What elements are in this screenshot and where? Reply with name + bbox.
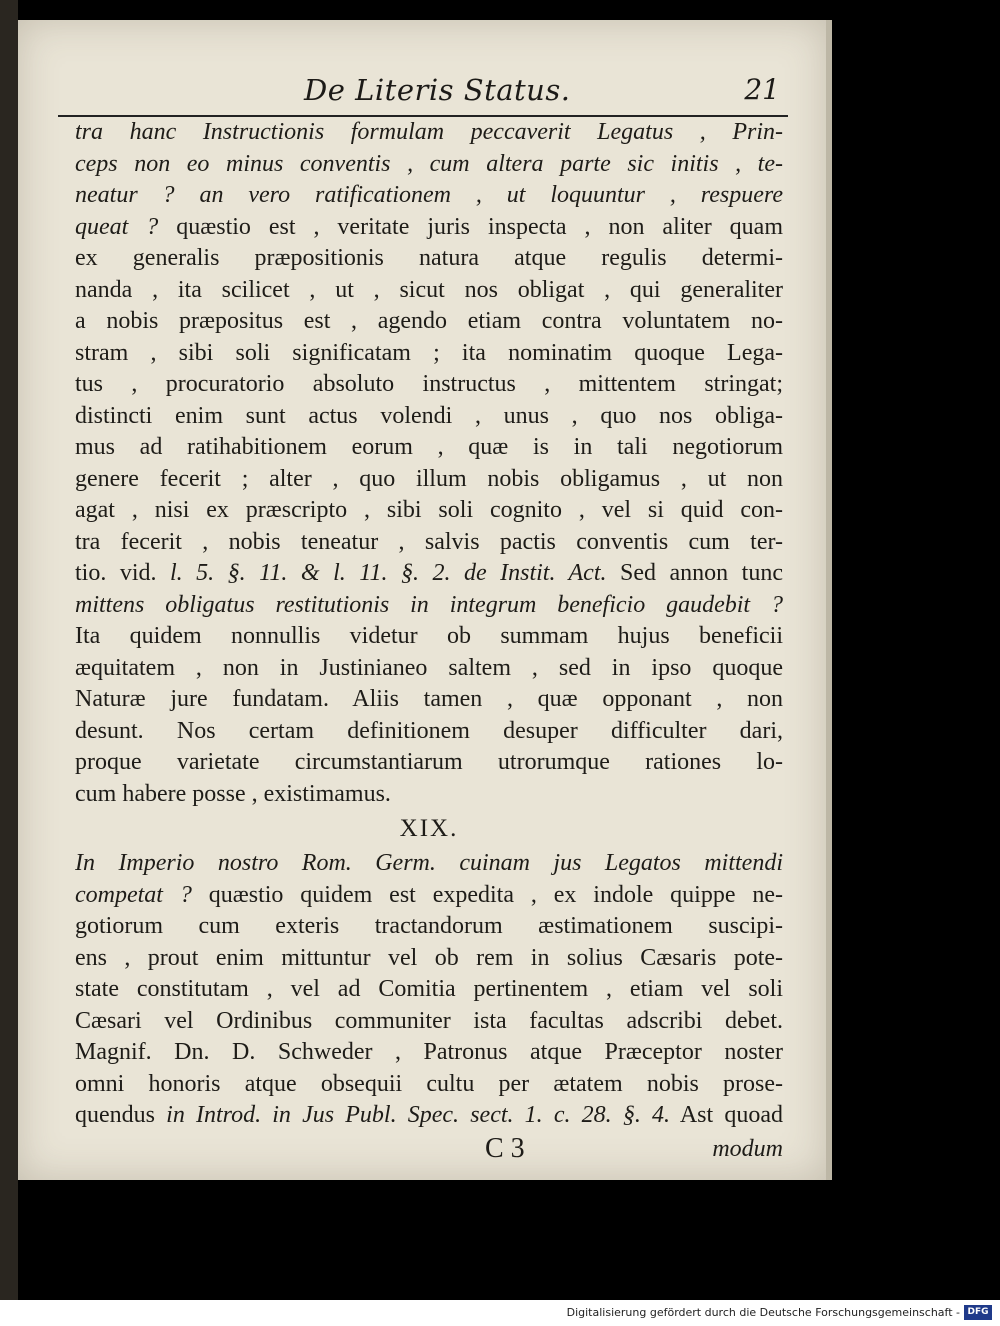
text-line — [75, 716, 783, 748]
text-line — [75, 653, 783, 685]
text-line — [75, 911, 783, 943]
text-line — [75, 747, 783, 779]
roman-text: genere fecerit ; alter , quo illum nobis obligamus , ut non — [75, 465, 783, 492]
roman-text: Ita quidem nonnullis videtur ob summam hujus beneficii — [75, 623, 783, 649]
page-header — [58, 55, 788, 117]
roman-text: state constitutam , vel ad Comitia pertinentem , etiam vel soli — [75, 976, 783, 1002]
roman-text: quendus — [75, 1102, 167, 1128]
page-number: 21 — [744, 73, 780, 106]
text-line — [75, 464, 783, 496]
text-line — [75, 212, 783, 244]
roman-text: tra fecerit , nobis teneatur , salvis pactis conventis cum ter- — [75, 528, 783, 555]
signature-mark: C 3 — [485, 1132, 525, 1164]
italic-text: mittens obligatus restitutionis in integrum beneficio gaudebit ? — [75, 591, 783, 618]
text-line — [75, 401, 783, 433]
roman-text: Naturæ jure fundatam. Aliis tamen , quæ opponant , non — [75, 686, 783, 712]
text-line — [75, 306, 783, 338]
text-line — [75, 779, 783, 811]
dfg-logo: DFG — [964, 1305, 992, 1320]
roman-text: Ast quoad — [669, 1102, 783, 1128]
text-line — [75, 974, 783, 1006]
text-line — [75, 1100, 783, 1132]
italic-text: competat ? — [75, 881, 192, 908]
italic-text: queat ? — [75, 213, 159, 240]
text-line — [75, 880, 783, 912]
text-line — [75, 1069, 783, 1101]
digitization-credit: Digitalisierung gefördert durch die Deutsche Forschungsgemeinschaft - — [566, 1306, 960, 1319]
roman-text: ex generalis præpositionis natura atque regulis determi- — [75, 245, 783, 271]
book-binding-edge — [0, 0, 18, 1300]
roman-text: a nobis præpositus est , agendo etiam contra voluntatem no- — [75, 308, 783, 334]
text-line — [75, 369, 783, 401]
italic-text: In Imperio nostro Rom. Germ. cuinam jus Legatos mittendi — [75, 850, 783, 876]
section-heading: XIX. — [399, 815, 459, 842]
text-line — [75, 243, 783, 275]
italic-text: ceps non eo minus conventis , cum altera parte sic initis , te- — [75, 150, 783, 177]
catch-line — [75, 1132, 783, 1166]
book-page — [18, 20, 826, 1180]
text-line — [75, 527, 783, 559]
text-line — [75, 621, 783, 653]
page-edge — [826, 20, 832, 1180]
text-line — [75, 495, 783, 527]
text-line — [75, 117, 783, 149]
roman-text: nanda , ita scilicet , ut , sicut nos obligat , qui generaliter — [75, 276, 783, 303]
roman-text: æquitatem , non in Justinianeo saltem , sed in ipso quoque — [75, 654, 783, 681]
italic-text: l. 5. §. 11. & l. 11. §. 2. de Instit. Act. — [170, 560, 607, 586]
text-line — [75, 180, 783, 212]
text-line — [75, 275, 783, 307]
roman-text: agat , nisi ex præscripto , sibi soli cognito , vel si quid con- — [75, 497, 783, 523]
roman-text: ens , prout enim mittuntur vel ob rem in solius Cæsaris pote- — [75, 944, 783, 971]
body-text — [75, 117, 783, 1166]
digitization-credit-bar — [0, 1300, 1000, 1326]
roman-text: mus ad ratihabitionem eorum , quæ is in tali negotiorum — [75, 434, 783, 460]
roman-text: stram , sibi soli significatam ; ita nominatim quoque Lega- — [75, 339, 783, 366]
roman-text: cum habere posse , existimamus. — [75, 780, 391, 807]
roman-text: desunt. Nos certam definitionem desuper difficulter dari, — [75, 717, 783, 744]
text-line — [75, 338, 783, 370]
roman-text: tio. vid. — [75, 560, 171, 586]
italic-text: neatur ? an vero ratificationem , ut loquuntur , respuere — [75, 182, 783, 208]
text-line — [75, 558, 783, 590]
roman-text: Magnif. Dn. D. Schweder , Patronus atque Præceptor noster — [75, 1039, 783, 1065]
text-line — [75, 432, 783, 464]
roman-text: omni honoris atque obsequii cultu per ætatem nobis prose- — [75, 1070, 783, 1097]
text-line — [75, 149, 783, 181]
text-line — [75, 590, 783, 622]
text-line — [75, 1006, 783, 1038]
running-head: De Literis Status. — [304, 73, 571, 107]
italic-text: in Introd. in Jus Publ. Spec. sect. 1. c. 28. §. 4. — [166, 1102, 670, 1128]
roman-text: tus , procuratorio absoluto instructus , mittentem stringat; — [75, 371, 783, 397]
roman-text: proque varietate circumstantiarum utrorumque rationes lo- — [75, 749, 783, 775]
roman-text: gotiorum cum exteris tractandorum æstimationem suscipi- — [75, 913, 783, 939]
text-line — [75, 684, 783, 716]
roman-text: distincti enim sunt actus volendi , unus , quo nos obliga- — [75, 402, 783, 429]
roman-text: quæstio quidem est expedita , ex indole quippe ne- — [191, 881, 783, 908]
roman-text: Cæsari vel Ordinibus communiter ista facultas adscribi debet. — [75, 1007, 783, 1034]
text-line — [75, 848, 783, 880]
text-line — [75, 1037, 783, 1069]
catchword: modum — [712, 1135, 783, 1162]
roman-text: quæstio est , veritate juris inspecta , non aliter quam — [158, 213, 783, 240]
text-line — [75, 943, 783, 975]
roman-text: Sed annon tunc — [606, 560, 783, 586]
italic-text: tra hanc Instructionis formulam peccaverit Legatus , Prin- — [75, 119, 783, 145]
